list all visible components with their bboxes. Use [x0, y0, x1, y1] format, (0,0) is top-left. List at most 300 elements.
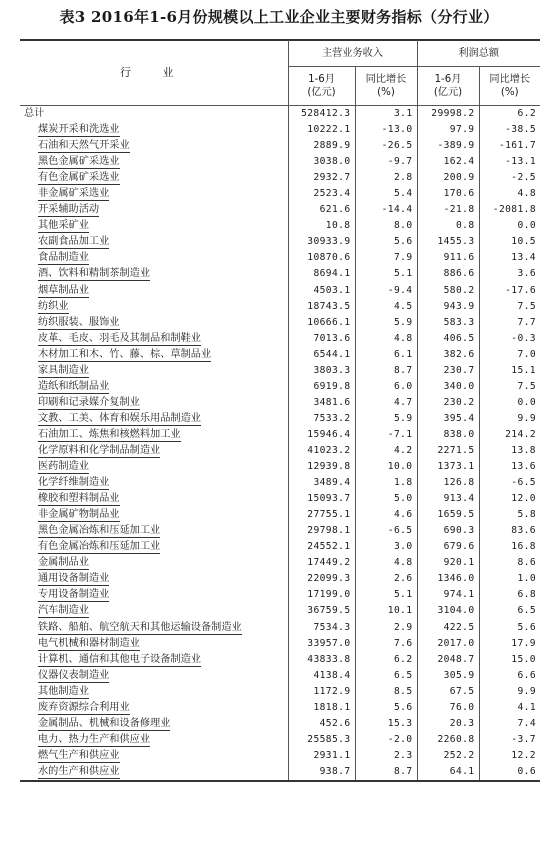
profit-growth-cell: 16.8 [511, 541, 536, 553]
table-bottom-rule [20, 780, 540, 782]
header-profit-growth-label: 同比增长 [489, 74, 531, 85]
industry-name-cell [20, 170, 288, 186]
header-profit-value [417, 67, 479, 106]
revenue-value-cell: 15093.7 [288, 491, 355, 507]
revenue-growth-cell: 2.3 [355, 748, 417, 764]
table-row [20, 764, 540, 780]
industry-name-cell [20, 347, 288, 363]
industry-name: 总计 [24, 108, 45, 120]
industry-name: 开采辅助活动 [38, 204, 100, 216]
industry-name: 非金属矿采选业 [38, 188, 110, 200]
profit-value-cell: 690.3 [417, 523, 479, 539]
profit-growth-cell: 9.9 [517, 685, 536, 697]
header-profit-group: 利润总额 [417, 40, 540, 67]
revenue-growth-cell: -2.0 [355, 732, 417, 748]
industry-name-cell [20, 443, 288, 459]
profit-growth-cell: 5.6 [517, 621, 536, 633]
table-row [20, 620, 540, 636]
revenue-value-cell: 7533.2 [288, 411, 355, 427]
revenue-growth-cell: 8.0 [355, 218, 417, 234]
industry-name-cell [20, 379, 288, 395]
revenue-value-cell: 10870.6 [288, 250, 355, 266]
table-row [20, 443, 540, 459]
revenue-growth-cell: -14.4 [355, 202, 417, 218]
profit-growth-cell: 7.5 [517, 300, 536, 312]
industry-name-cell [20, 266, 288, 282]
revenue-growth-cell: 8.5 [355, 684, 417, 700]
profit-value-cell: 340.0 [417, 379, 479, 395]
header-profit-growth [479, 67, 540, 106]
profit-growth-cell: 1.0 [517, 573, 536, 585]
profit-value-cell: 974.1 [417, 587, 479, 603]
industry-name: 有色金属矿采选业 [38, 172, 120, 184]
profit-value-cell: 886.6 [417, 266, 479, 282]
profit-value-cell: 1373.1 [417, 459, 479, 475]
revenue-growth-cell: 8.7 [355, 363, 417, 379]
table-row [20, 379, 540, 395]
industry-name: 食品制造业 [38, 252, 89, 264]
revenue-value-cell: 22099.3 [288, 571, 355, 587]
table-row [20, 459, 540, 475]
table-row [20, 523, 540, 539]
table-row [20, 202, 540, 218]
profit-growth-cell: 6.5 [517, 605, 536, 617]
profit-value-cell: 230.7 [417, 363, 479, 379]
profit-growth-cell: 8.6 [517, 557, 536, 569]
revenue-growth-cell: -9.7 [355, 154, 417, 170]
table-row [20, 539, 540, 555]
industry-name: 煤炭开采和洗选业 [38, 124, 120, 136]
revenue-value-cell: 10222.1 [288, 122, 355, 138]
revenue-value-cell: 1172.9 [288, 684, 355, 700]
table-row [20, 299, 540, 315]
industry-name-cell [20, 154, 288, 170]
revenue-value-cell: 24552.1 [288, 539, 355, 555]
profit-value-cell: 200.9 [417, 170, 479, 186]
industry-name: 汽车制造业 [38, 605, 89, 617]
profit-value-cell: 64.1 [417, 764, 479, 780]
table-row [20, 283, 540, 299]
industry-name-cell [20, 331, 288, 347]
profit-growth-cell: -2.5 [511, 172, 536, 184]
industry-name-cell [20, 315, 288, 331]
revenue-growth-cell: 5.1 [355, 587, 417, 603]
profit-growth-cell: 83.6 [511, 525, 536, 537]
revenue-growth-cell: -9.4 [355, 283, 417, 299]
profit-value-cell: 76.0 [417, 700, 479, 716]
table-row [20, 507, 540, 523]
profit-value-cell: 580.2 [417, 283, 479, 299]
profit-growth-cell: -17.6 [505, 284, 536, 296]
industry-name-cell [20, 218, 288, 234]
revenue-growth-cell: 5.0 [355, 491, 417, 507]
revenue-value-cell: 6919.8 [288, 379, 355, 395]
profit-growth-cell: 7.7 [517, 316, 536, 328]
revenue-growth-cell: 10.1 [355, 603, 417, 619]
profit-growth-cell: -38.5 [505, 124, 536, 136]
revenue-growth-cell: 6.0 [355, 379, 417, 395]
industry-name: 其他制造业 [38, 685, 89, 697]
profit-value-cell: 583.3 [417, 315, 479, 331]
table-row [20, 234, 540, 250]
revenue-value-cell: 3038.0 [288, 154, 355, 170]
profit-value-cell: 943.9 [417, 299, 479, 315]
industry-name: 文教、工美、体育和娱乐用品制造业 [38, 412, 201, 424]
revenue-value-cell: 452.6 [288, 716, 355, 732]
profit-value-cell: 230.2 [417, 395, 479, 411]
table-row [20, 170, 540, 186]
revenue-growth-cell: 6.1 [355, 347, 417, 363]
revenue-growth-cell: -6.5 [355, 523, 417, 539]
revenue-value-cell: 15946.4 [288, 427, 355, 443]
industry-name-cell [20, 491, 288, 507]
industry-name: 石油和天然气开采业 [38, 140, 130, 152]
profit-value-cell: 422.5 [417, 620, 479, 636]
header-profit-growth-unit: (%) [500, 87, 519, 98]
profit-growth-cell: 13.4 [511, 252, 536, 264]
industry-name-cell [20, 459, 288, 475]
revenue-growth-cell: 3.1 [355, 106, 417, 123]
industry-name: 纺织业 [38, 300, 69, 312]
profit-growth-cell: 7.4 [517, 717, 536, 729]
table-row [20, 218, 540, 234]
profit-growth-cell: 3.6 [517, 268, 536, 280]
profit-growth-cell: 4.8 [517, 188, 536, 200]
industry-name-cell [20, 764, 288, 780]
profit-value-cell: 2271.5 [417, 443, 479, 459]
revenue-value-cell: 3489.4 [288, 475, 355, 491]
revenue-growth-cell: 5.1 [355, 266, 417, 282]
header-industry: 行 业 [20, 40, 288, 106]
profit-value-cell: -21.8 [417, 202, 479, 218]
profit-value-cell: 3104.0 [417, 603, 479, 619]
industry-name: 计算机、通信和其他电子设备制造业 [38, 653, 201, 665]
profit-value-cell: 2260.8 [417, 732, 479, 748]
profit-growth-cell: 0.0 [517, 220, 536, 232]
industry-name: 燃气生产和供应业 [38, 749, 120, 761]
industry-name-cell [20, 363, 288, 379]
industry-name: 非金属矿物制品业 [38, 509, 120, 521]
industry-name: 造纸和纸制品业 [38, 380, 110, 392]
industry-name-cell [20, 475, 288, 491]
profit-growth-cell: -2081.8 [492, 204, 536, 216]
profit-value-cell: 20.3 [417, 716, 479, 732]
profit-growth-cell: -0.3 [511, 332, 536, 344]
profit-value-cell: 2048.7 [417, 652, 479, 668]
table-row [20, 748, 540, 764]
industry-name-cell [20, 652, 288, 668]
industry-name: 专用设备制造业 [38, 589, 110, 601]
table-body [20, 106, 540, 780]
table-row [20, 411, 540, 427]
profit-growth-cell: -161.7 [498, 140, 536, 152]
revenue-value-cell: 2889.9 [288, 138, 355, 154]
profit-value-cell: 170.6 [417, 186, 479, 202]
industry-name: 石油加工、炼焦和核燃料加工业 [38, 428, 181, 440]
profit-value-cell: -389.9 [417, 138, 479, 154]
header-profit-value-label: 1-6月 [434, 74, 462, 85]
industry-name-cell [20, 620, 288, 636]
profit-growth-cell: 17.9 [511, 637, 536, 649]
profit-growth-cell: 6.2 [517, 108, 536, 120]
industry-name: 酒、饮料和精制茶制造业 [38, 268, 151, 280]
revenue-value-cell: 6544.1 [288, 347, 355, 363]
industry-name: 金属制品业 [38, 557, 89, 569]
revenue-growth-cell: 10.0 [355, 459, 417, 475]
revenue-growth-cell: 3.0 [355, 539, 417, 555]
table-row [20, 716, 540, 732]
profit-value-cell: 911.6 [417, 250, 479, 266]
industry-name: 农副食品加工业 [38, 236, 110, 248]
table-row [20, 555, 540, 571]
header-revenue-value [288, 67, 355, 106]
profit-value-cell: 162.4 [417, 154, 479, 170]
industry-name: 通用设备制造业 [38, 573, 110, 585]
table-row [20, 491, 540, 507]
industry-name: 黑色金属冶炼和压延加工业 [38, 525, 161, 537]
table-title: 表3 2016年1-6月份规模以上工业企业主要财务指标（分行业） [59, 8, 499, 26]
revenue-value-cell: 7013.6 [288, 331, 355, 347]
industry-name-cell [20, 636, 288, 652]
profit-growth-cell: 214.2 [505, 428, 536, 440]
industry-name: 黑色金属矿采选业 [38, 156, 120, 168]
header-profit-value-unit: (亿元) [433, 87, 463, 98]
industry-name-cell [20, 539, 288, 555]
industry-name-cell [20, 700, 288, 716]
industry-name-cell [20, 138, 288, 154]
industry-name-cell [20, 587, 288, 603]
revenue-growth-cell: 2.6 [355, 571, 417, 587]
profit-growth-cell: 15.0 [511, 653, 536, 665]
table-row [20, 427, 540, 443]
revenue-value-cell: 41023.2 [288, 443, 355, 459]
profit-growth-cell: -6.5 [511, 477, 536, 489]
revenue-value-cell: 12939.8 [288, 459, 355, 475]
revenue-value-cell: 17449.2 [288, 555, 355, 571]
industry-name-cell [20, 395, 288, 411]
header-revenue-group: 主营业务收入 [288, 40, 417, 67]
industry-name-cell [20, 748, 288, 764]
header-revenue-growth [355, 67, 417, 106]
table-row [20, 250, 540, 266]
industry-name-cell [20, 427, 288, 443]
table-row [20, 186, 540, 202]
profit-value-cell: 29998.2 [417, 106, 479, 123]
table-row [20, 668, 540, 684]
industry-name-cell [20, 186, 288, 202]
table-row [20, 331, 540, 347]
profit-value-cell: 1659.5 [417, 507, 479, 523]
profit-growth-cell: 7.5 [517, 380, 536, 392]
industry-name: 烟草制品业 [38, 284, 89, 296]
revenue-value-cell: 33957.0 [288, 636, 355, 652]
financial-indicators-table [20, 40, 540, 780]
table-row [20, 603, 540, 619]
revenue-growth-cell: 8.7 [355, 764, 417, 780]
profit-value-cell: 252.2 [417, 748, 479, 764]
industry-name-cell [20, 234, 288, 250]
revenue-growth-cell: -26.5 [355, 138, 417, 154]
profit-value-cell: 382.6 [417, 347, 479, 363]
revenue-value-cell: 43833.8 [288, 652, 355, 668]
revenue-value-cell: 528412.3 [288, 106, 355, 123]
profit-value-cell: 838.0 [417, 427, 479, 443]
profit-growth-cell: -3.7 [511, 733, 536, 745]
profit-value-cell: 2017.0 [417, 636, 479, 652]
industry-name: 废弃资源综合利用业 [38, 701, 130, 713]
industry-name-cell [20, 250, 288, 266]
table-row [20, 138, 540, 154]
revenue-value-cell: 30933.9 [288, 234, 355, 250]
profit-growth-cell: 9.9 [517, 412, 536, 424]
industry-name: 其他采矿业 [38, 220, 89, 232]
industry-name-cell [20, 668, 288, 684]
industry-name: 橡胶和塑料制品业 [38, 493, 120, 505]
revenue-growth-cell: -7.1 [355, 427, 417, 443]
table-row [20, 347, 540, 363]
profit-growth-cell: 6.6 [517, 669, 536, 681]
profit-value-cell: 913.4 [417, 491, 479, 507]
profit-growth-cell: 10.5 [511, 236, 536, 248]
table-row [20, 315, 540, 331]
revenue-growth-cell: 4.7 [355, 395, 417, 411]
revenue-value-cell: 18743.5 [288, 299, 355, 315]
revenue-growth-cell: 4.5 [355, 299, 417, 315]
revenue-growth-cell: 6.2 [355, 652, 417, 668]
profit-value-cell: 679.6 [417, 539, 479, 555]
industry-name: 电气机械和器材制造业 [38, 637, 140, 649]
profit-value-cell: 0.8 [417, 218, 479, 234]
industry-name-cell [20, 571, 288, 587]
industry-name-cell [20, 283, 288, 299]
table-row [20, 395, 540, 411]
table-row [20, 122, 540, 138]
table-row [20, 700, 540, 716]
table-row [20, 266, 540, 282]
industry-name-cell [20, 122, 288, 138]
revenue-value-cell: 8694.1 [288, 266, 355, 282]
table-row [20, 571, 540, 587]
profit-growth-cell: -13.1 [505, 156, 536, 168]
industry-name: 化学原料和化学制品制造业 [38, 445, 161, 456]
profit-growth-cell: 12.2 [511, 749, 536, 761]
industry-name: 有色金属冶炼和压延加工业 [38, 541, 161, 553]
revenue-growth-cell: 2.9 [355, 620, 417, 636]
profit-value-cell: 126.8 [417, 475, 479, 491]
industry-name: 皮革、毛皮、羽毛及其制品和制鞋业 [38, 332, 201, 344]
industry-name-cell [20, 106, 288, 123]
table-row [20, 475, 540, 491]
table-row [20, 363, 540, 379]
industry-name-cell [20, 299, 288, 315]
table-row [20, 587, 540, 603]
header-revenue-growth-unit: (%) [377, 87, 395, 98]
revenue-growth-cell: 6.5 [355, 668, 417, 684]
table-row [20, 732, 540, 748]
industry-name-cell [20, 732, 288, 748]
profit-value-cell: 67.5 [417, 684, 479, 700]
revenue-value-cell: 10666.1 [288, 315, 355, 331]
revenue-value-cell: 27755.1 [288, 507, 355, 523]
revenue-growth-cell: 5.9 [355, 315, 417, 331]
profit-value-cell: 395.4 [417, 411, 479, 427]
profit-value-cell: 305.9 [417, 668, 479, 684]
revenue-value-cell: 4503.1 [288, 283, 355, 299]
revenue-value-cell: 3481.6 [288, 395, 355, 411]
header-revenue-growth-label: 同比增长 [365, 74, 407, 85]
revenue-value-cell: 36759.5 [288, 603, 355, 619]
industry-name-cell [20, 555, 288, 571]
revenue-growth-cell: 1.8 [355, 475, 417, 491]
industry-name: 化学纤维制造业 [38, 477, 110, 489]
table-row-total [20, 106, 540, 123]
table-row [20, 652, 540, 668]
revenue-growth-cell: 5.9 [355, 411, 417, 427]
industry-name-cell [20, 684, 288, 700]
profit-growth-cell: 6.8 [517, 589, 536, 601]
revenue-value-cell: 3803.3 [288, 363, 355, 379]
table-row [20, 684, 540, 700]
industry-name: 纺织服装、服饰业 [38, 316, 120, 328]
industry-name: 印刷和记录媒介复制业 [38, 396, 140, 408]
industry-name-cell [20, 411, 288, 427]
header-revenue-value-label: 1-6月 [308, 74, 335, 85]
revenue-growth-cell: 4.8 [355, 331, 417, 347]
revenue-value-cell: 1818.1 [288, 700, 355, 716]
profit-value-cell: 920.1 [417, 555, 479, 571]
revenue-growth-cell: 5.6 [355, 700, 417, 716]
industry-name: 仪器仪表制造业 [38, 669, 110, 681]
industry-name-cell [20, 603, 288, 619]
profit-growth-cell: 7.0 [517, 348, 536, 360]
profit-value-cell: 1346.0 [417, 571, 479, 587]
industry-name: 电力、热力生产和供应业 [38, 733, 151, 745]
profit-growth-cell: 0.0 [517, 396, 536, 408]
header-revenue-value-unit: (亿元) [307, 87, 336, 98]
revenue-value-cell: 10.8 [288, 218, 355, 234]
revenue-growth-cell: 4.8 [355, 555, 417, 571]
revenue-value-cell: 2523.4 [288, 186, 355, 202]
industry-name: 医药制造业 [38, 461, 89, 473]
profit-value-cell: 406.5 [417, 331, 479, 347]
revenue-growth-cell: 7.6 [355, 636, 417, 652]
industry-name: 水的生产和供应业 [38, 765, 120, 777]
table-row [20, 636, 540, 652]
revenue-value-cell: 17199.0 [288, 587, 355, 603]
profit-growth-cell: 13.8 [511, 445, 536, 456]
revenue-growth-cell: 15.3 [355, 716, 417, 732]
industry-name-cell [20, 507, 288, 523]
profit-value-cell: 1455.3 [417, 234, 479, 250]
revenue-value-cell: 938.7 [288, 764, 355, 780]
profit-growth-cell: 15.1 [511, 364, 536, 376]
industry-name-cell [20, 523, 288, 539]
profit-growth-cell: 4.1 [517, 701, 536, 713]
revenue-growth-cell: -13.0 [355, 122, 417, 138]
revenue-value-cell: 2932.7 [288, 170, 355, 186]
profit-growth-cell: 0.6 [517, 765, 536, 777]
table-row [20, 154, 540, 170]
profit-growth-cell: 5.8 [517, 509, 536, 521]
industry-name: 铁路、船舶、航空航天和其他运输设备制造业 [38, 621, 242, 633]
revenue-growth-cell: 5.6 [355, 234, 417, 250]
revenue-growth-cell: 4.6 [355, 507, 417, 523]
revenue-value-cell: 621.6 [288, 202, 355, 218]
revenue-value-cell: 2931.1 [288, 748, 355, 764]
revenue-growth-cell: 5.4 [355, 186, 417, 202]
industry-name: 金属制品、机械和设备修理业 [38, 717, 171, 729]
profit-value-cell: 97.9 [417, 122, 479, 138]
